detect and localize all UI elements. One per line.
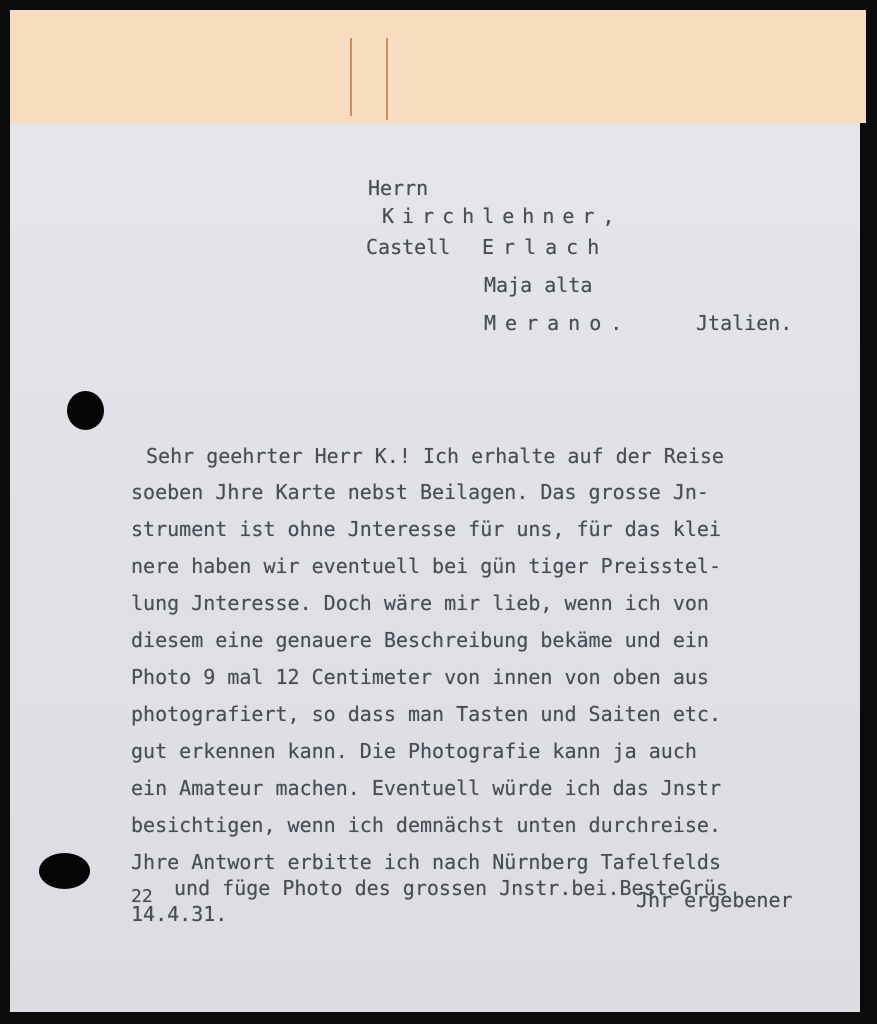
punch-hole bbox=[39, 853, 90, 889]
address-name: Kirchlehner, bbox=[382, 204, 623, 228]
body-line-8: photografiert, so dass man Tasten und Saiten etc. bbox=[131, 702, 722, 726]
punch-hole bbox=[67, 391, 104, 430]
perforated-edge bbox=[10, 119, 860, 125]
address-country: Jtalien. bbox=[696, 311, 793, 335]
stain-mark bbox=[350, 38, 352, 116]
letter-sheet bbox=[10, 122, 860, 1012]
address-street: Maja alta bbox=[484, 273, 593, 297]
binding-strip bbox=[10, 10, 866, 123]
address-city: Merano. bbox=[484, 311, 632, 335]
body-line-12: Jhre Antwort erbitte ich nach Nürnberg Tafelfelds bbox=[131, 850, 722, 874]
last-line: und füge Photo des grossen Jnstr.bei.BesteGrüs bbox=[174, 876, 728, 900]
body-line-5: lung Jnteresse. Doch wäre mir lieb, wenn ich von bbox=[131, 591, 709, 615]
body-line-1: Sehr geehrter Herr K.! Ich erhalte auf der Reise bbox=[146, 444, 724, 468]
body-line-4: nere haben wir eventuell bei gün tiger Preisstel- bbox=[131, 554, 722, 578]
body-line-3: strument ist ohne Jnteresse für uns, für das klei bbox=[131, 517, 722, 541]
body-line-7: Photo 9 mal 12 Centimeter von innen von oben aus bbox=[131, 665, 709, 689]
address-castell: Castell bbox=[366, 235, 451, 259]
letter-date: 14.4.31. bbox=[131, 902, 228, 926]
letter-closing: Jhr ergebener bbox=[636, 888, 793, 912]
address-herrn: Herrn bbox=[368, 176, 429, 200]
body-line-6: diesem eine genauere Beschreibung bekäme und ein bbox=[131, 628, 709, 652]
body-line-9: gut erkennen kann. Die Photografie kann ja auch bbox=[131, 739, 697, 763]
body-line-2: soeben Jhre Karte nebst Beilagen. Das grosse Jn- bbox=[131, 480, 709, 504]
address-erlach: Erlach bbox=[482, 235, 609, 259]
body-line-10: ein Amateur machen. Eventuell würde ich das Jnstr bbox=[131, 776, 722, 800]
last-line-prefix: 22 bbox=[131, 886, 153, 907]
body-line-11: besichtigen, wenn ich demnächst unten durchreise. bbox=[131, 813, 722, 837]
stain-mark bbox=[386, 38, 388, 120]
